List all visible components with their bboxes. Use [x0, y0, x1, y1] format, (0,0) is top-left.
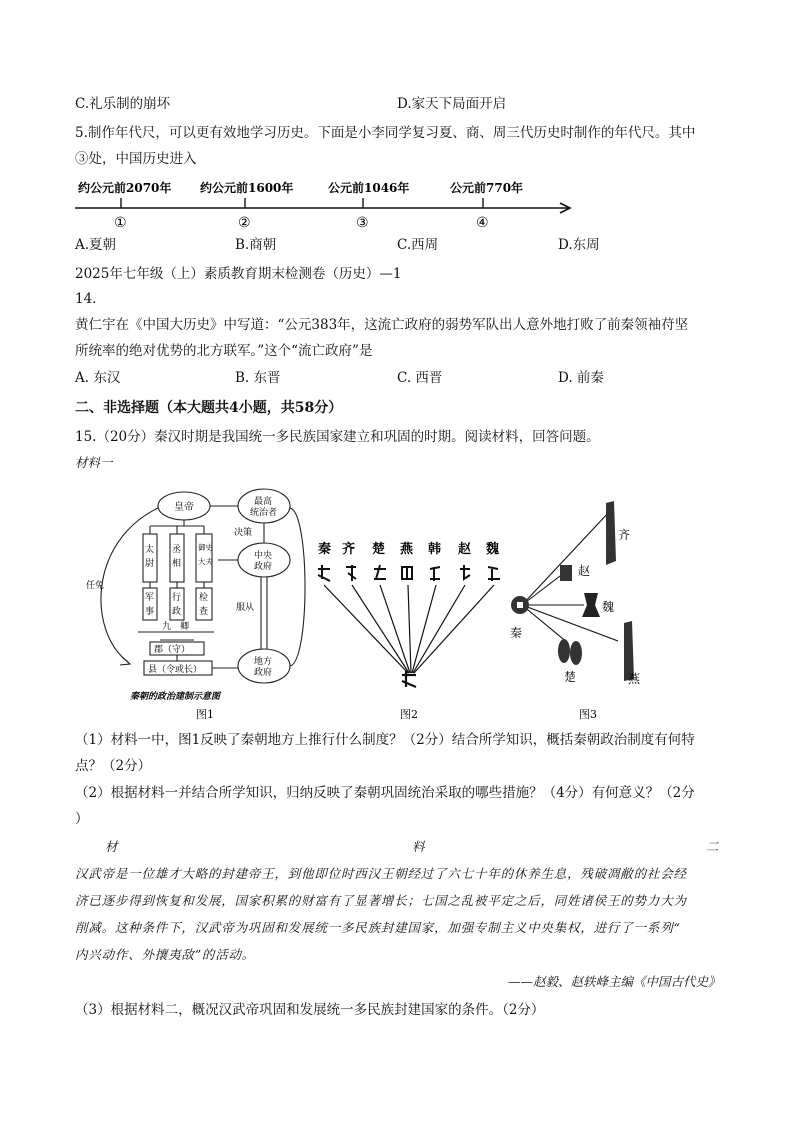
material1-label: 材料一	[75, 455, 113, 470]
appoint-arrow	[101, 508, 158, 662]
q4-option-d: D.家天下局面开启	[397, 96, 507, 112]
fig2-label: 图2	[400, 708, 418, 721]
fig1-admin-2: 政	[172, 607, 182, 617]
fig1-admin-1: 行	[172, 593, 182, 603]
timeline-label-3: 公元前1046年	[328, 181, 410, 195]
q15-intro: 15.（20分）秦汉时期是我国统一多民族国家建立和巩固的时期。阅读材料，回答问题。	[75, 429, 600, 445]
q5-option-b: B.商朝	[235, 237, 277, 253]
fig1-county: 县（令或长）	[148, 665, 203, 675]
fig2-state-yan: 燕	[400, 542, 414, 557]
fig1-chengxiang-1: 丞	[172, 545, 182, 555]
fig1-supreme-2: 统治者	[250, 508, 278, 518]
fig1-obey: 服从	[236, 603, 255, 613]
fig2-state-zhao: 赵	[458, 542, 472, 557]
fig1-appoint: 任免	[86, 581, 105, 591]
fig2-state-han: 韩	[428, 542, 442, 557]
q5-stem-line2: ③处，中国历史进入	[75, 151, 197, 167]
q15-sub2-line2: ）	[75, 811, 89, 827]
fig2-state-qin: 秦	[318, 542, 332, 557]
fig1-inspect-2: 查	[199, 607, 209, 617]
material2-source: ——赵毅、赵轶峰主编《中国古代史》	[508, 974, 721, 989]
fig1-local-2: 政府	[254, 668, 273, 678]
q15-sub2-line1: （2）根据材料一并结合所学知识，归纳反映了秦朝巩固统治采取的哪些措施？（4分）有何意义？（2分	[75, 785, 695, 801]
fig2-qin-seal-script	[402, 671, 416, 687]
chu-antnose-coin-icon	[558, 639, 570, 663]
fig2-state-chu: 楚	[372, 542, 386, 557]
fig1-nine-ministers: 九 卿	[162, 622, 190, 632]
figure1-qin-political-system	[78, 482, 318, 722]
qi-knife-coin-icon	[606, 501, 616, 565]
fig1-label: 图1	[196, 708, 214, 721]
taiwei-box	[143, 534, 157, 582]
timeline-marker-2: ②	[238, 215, 251, 231]
q14-option-c: C. 西晋	[397, 370, 443, 386]
fig2-state-wei: 魏	[486, 542, 500, 557]
zhao-spade-coin-icon	[560, 565, 572, 581]
fig1-chengxiang-2: 相	[172, 559, 182, 569]
fig1-commandery: 郡（守）	[154, 645, 191, 655]
q5-option-a: A.夏朝	[75, 237, 117, 253]
material2-text-line2: 济已逐步得到恢复和发展，国家积累的财富有了显著增长；七国之乱被平定之后，同姓诸侯王的势力大为	[75, 893, 687, 908]
chengxiang-box	[170, 534, 184, 582]
material2-text-line3: 削减。这种条件下，汉武帝为巩固和发展统一多民族封建国家，加强专制主义中央集权，进行了一系列“	[75, 920, 681, 935]
q15-sub1-line2: 点？（2分）	[75, 758, 152, 774]
fig3-state-qi: 齐	[618, 528, 631, 542]
timeline-marker-1: ①	[114, 215, 127, 231]
timeline-figure	[70, 172, 580, 234]
timeline-marker-4: ④	[476, 215, 489, 231]
timeline-marker-3: ③	[356, 215, 369, 231]
fig3-state-chu: 楚	[564, 670, 577, 684]
material2-char-2: 料	[412, 839, 425, 854]
q5-option-c: C.西周	[397, 237, 439, 253]
figure3-currency-unification	[500, 497, 670, 723]
q14-option-b: B. 东晋	[235, 370, 281, 386]
q15-sub3: （3）根据材料二，概况汉武帝巩固和发展统一多民族封建国家的条件。（2分）	[75, 1002, 545, 1018]
fig1-central-1: 中央	[254, 551, 273, 561]
fig1-local-1: 地方	[254, 657, 273, 667]
fig1-yushi-1: 御史	[198, 543, 213, 552]
q5-option-d: D.东周	[558, 237, 600, 253]
fig1-military-2: 事	[145, 607, 155, 617]
fig2-state-qi: 齐	[342, 542, 356, 557]
fig1-taiwei-2: 尉	[145, 559, 155, 569]
q14-stem-line2: 所统率的绝对优势的北方联军。”这个“流亡政府”是	[75, 343, 373, 359]
q5-stem-line1: 5.制作年代尺，可以更有效地学习历史。下面是小李同学复习夏、商、周三代历史时制作的年代尺。其中	[75, 125, 696, 141]
fig2-ancient-glyphs	[318, 565, 500, 581]
fig3-state-zhao: 赵	[578, 564, 591, 578]
q14-stem-line1: 黄仁宇在《中国大历史》中写道：“公元383年，这流亡政府的弱势军队出人意外地打败了前秦领袖苻坚	[75, 317, 689, 333]
fig3-state-yan: 燕	[628, 672, 641, 686]
wei-spade-coin-icon	[582, 593, 600, 617]
timeline-label-2: 约公元前1600年	[200, 181, 294, 195]
fig1-taiwei-1: 太	[145, 545, 155, 555]
material2-char-3: 二	[706, 839, 719, 854]
material2-text-line1: 汉武帝是一位雄才大略的封建帝王，到他即位时西汉王朝经过了六七十年的休养生息，残破凋敝的社会经	[75, 866, 687, 881]
fig3-label: 图3	[579, 708, 597, 721]
fig1-caption: 秦朝的政治建制示意图	[130, 692, 221, 702]
q14-number: 14.	[75, 291, 97, 307]
material2-char-1: 材	[105, 839, 118, 854]
section-title: 二、非选择题（本大题共4小题，共58分）	[75, 400, 343, 416]
fig1-inspect-1: 检	[199, 593, 209, 603]
fig1-central-2: 政府	[254, 562, 273, 572]
q15-sub1-line1: （1）材料一中，图1反映了秦朝地方上推行什么制度？（2分）结合所学知识，概括秦朝政治制度有何特	[75, 732, 695, 748]
q4-option-c: C.礼乐制的崩坏	[75, 96, 171, 112]
fig3-state-qin: 秦	[510, 626, 523, 640]
fig1-supreme-1: 最高	[254, 497, 273, 507]
q14-option-a: A. 东汉	[75, 370, 121, 386]
fig1-military-1: 军	[145, 593, 155, 603]
timeline-label-4: 公元前770年	[450, 181, 524, 195]
fig1-emperor: 皇帝	[174, 502, 194, 513]
fig1-decision: 决策	[234, 528, 253, 538]
material2-text-line4: 内兴动作、外攘夷敌”的活动。	[75, 947, 256, 962]
figure2-script-unification	[312, 535, 512, 723]
q14-option-d: D. 前秦	[558, 370, 604, 386]
page-header-text: 2025年七年级（上）素质教育期末检测卷（历史）—1	[75, 266, 402, 282]
fig1-yushi-2: 大夫	[198, 557, 213, 566]
timeline-label-1: 约公元前2070年	[78, 181, 172, 195]
fig3-state-wei: 魏	[602, 600, 615, 614]
